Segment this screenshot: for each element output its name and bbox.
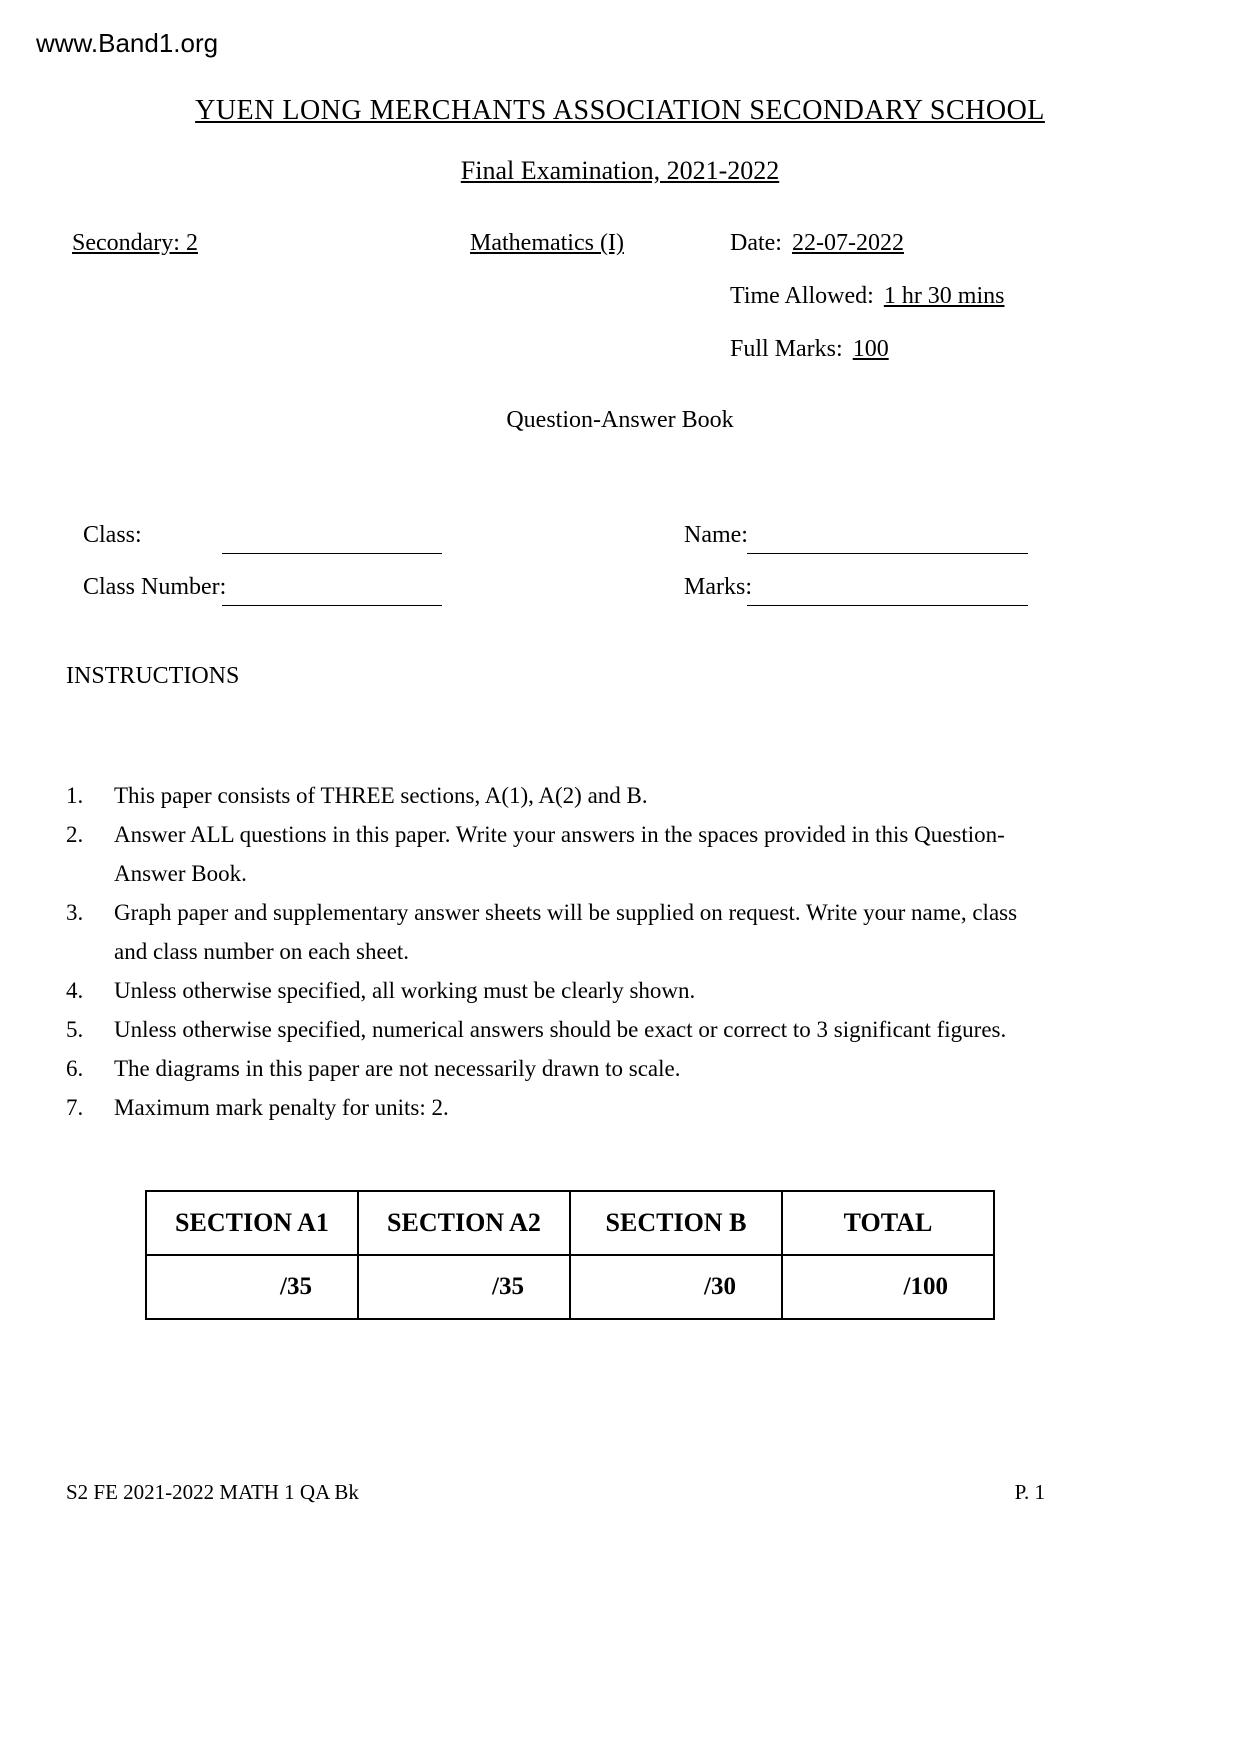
class-number-blank-line [222,574,442,606]
instruction-number: 3. [66,900,84,925]
instruction-item [66,971,1032,1010]
table-header-section-b: SECTION B [570,1191,782,1255]
instruction-text: Answer ALL questions in this paper. Write your answers in the spaces provided in this Question-Answer Book. [114,822,1005,886]
class-label: Class: [83,522,142,548]
instruction-number: 1. [66,783,84,808]
secondary-level-label: Secondary: 2 [72,230,198,256]
document-code: S2 FE 2021-2022 MATH 1 QA Bk [66,1480,359,1504]
instruction-item [66,893,1032,971]
instruction-item [66,1088,1032,1127]
page-number: P. 1 [1014,1480,1045,1504]
marks-summary-table [145,1190,995,1320]
name-label: Name: [684,522,748,548]
site-watermark: www.Band1.org [36,28,219,58]
marks-blank-line [747,574,1028,606]
field-row-classnumber-marks [0,574,1240,614]
instructions-heading: INSTRUCTIONS [66,663,240,689]
instruction-text: Unless otherwise specified, all working must be clearly shown. [114,978,696,1003]
exam-date [730,230,904,257]
time-allowed [730,283,1004,310]
instruction-item [66,1010,1032,1049]
subject-label: Mathematics (I) [470,230,624,256]
school-name: YUEN LONG MERCHANTS ASSOCIATION SECONDARY SCHOOL [195,95,1045,126]
name-blank-line [747,522,1028,554]
instruction-text: This paper consists of THREE sections, A(1), A(2) and B. [114,783,648,808]
table-header-section-a1: SECTION A1 [146,1191,358,1255]
table-value-section-b: /30 [570,1255,782,1319]
time-allowed-value: 1 hr 30 mins [883,283,1005,309]
instruction-text: Graph paper and supplementary answer sheets will be supplied on request. Write your name, class and class number on each sheet. [114,900,1018,964]
date-value: 22-07-2022 [791,230,904,256]
field-row-class-name [0,522,1240,562]
table-header-total: TOTAL [782,1191,994,1255]
full-marks [730,336,889,363]
full-marks-value: 100 [852,336,889,362]
table-value-section-a2: /35 [358,1255,570,1319]
marks-label: Marks: [684,574,752,600]
instruction-number: 4. [66,978,84,1003]
time-allowed-label: Time Allowed: [730,283,874,309]
class-number-label: Class Number: [83,574,227,600]
instruction-text: Maximum mark penalty for units: 2. [114,1095,449,1120]
class-blank-line [222,522,442,554]
instruction-number: 7. [66,1095,84,1120]
table-value-row [146,1255,994,1319]
table-value-section-a1: /35 [146,1255,358,1319]
full-marks-label: Full Marks: [730,336,843,362]
table-header-row [146,1191,994,1255]
page-footer [0,1480,1240,1510]
instruction-number: 5. [66,1017,84,1042]
exam-title: Final Examination, 2021-2022 [460,156,780,185]
table-header-section-a2: SECTION A2 [358,1191,570,1255]
instruction-number: 2. [66,822,84,847]
instructions-list [66,776,1032,1127]
table-value-total: /100 [782,1255,994,1319]
instruction-text: Unless otherwise specified, numerical answers should be exact or correct to 3 significant figures. [114,1017,1007,1042]
exam-info-row [0,230,1240,266]
question-answer-book-title: Question-Answer Book [506,407,734,433]
instruction-number: 6. [66,1056,84,1081]
instruction-item [66,776,1032,815]
instruction-text: The diagrams in this paper are not necessarily drawn to scale. [114,1056,681,1081]
instruction-item [66,815,1032,893]
instruction-item [66,1049,1032,1088]
date-label: Date: [730,230,782,256]
